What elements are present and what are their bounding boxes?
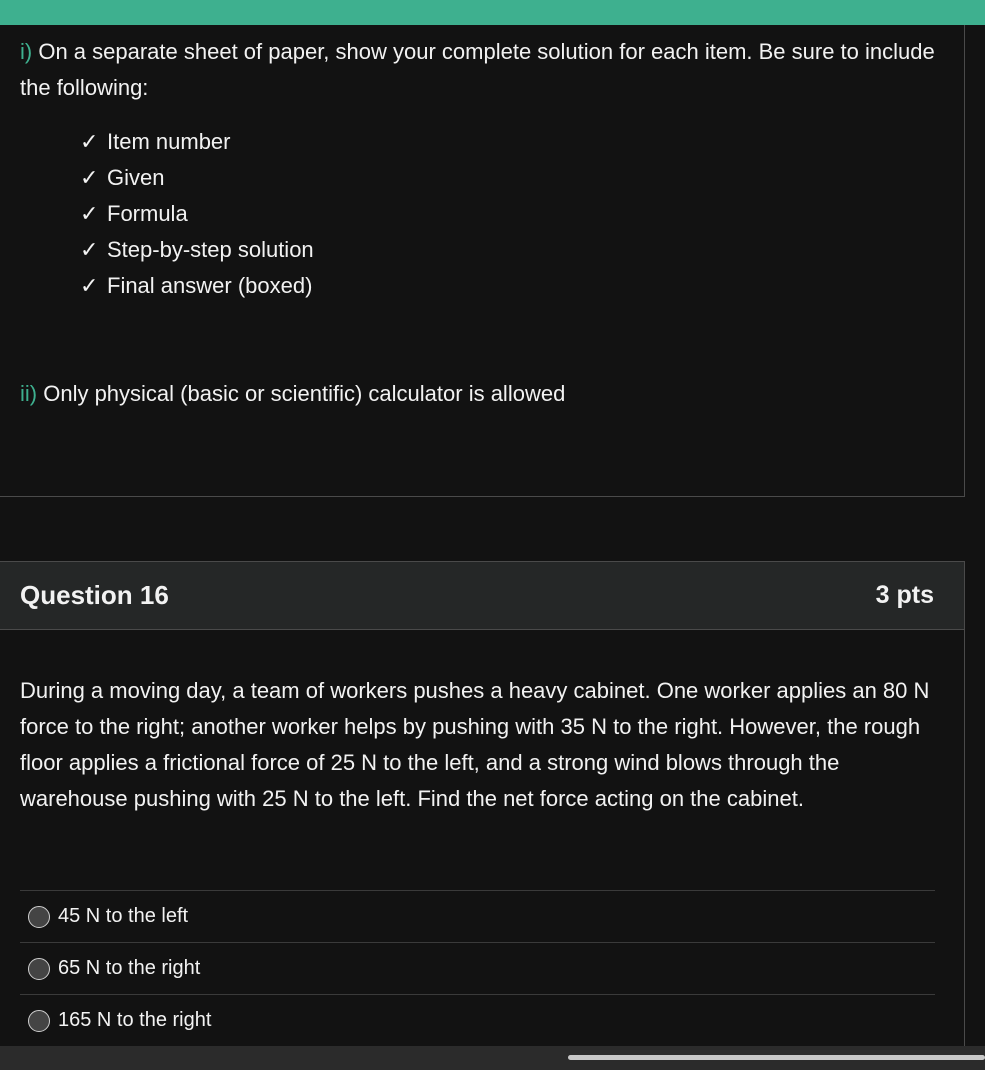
checklist-item-label: Item number [107, 129, 231, 154]
answer-option[interactable] [20, 890, 935, 942]
requirements-checklist [80, 124, 314, 304]
answer-options [20, 890, 935, 1047]
question-body [0, 630, 965, 1046]
instruction-item-1-marker: i) [20, 39, 33, 64]
radio-button[interactable] [28, 958, 50, 980]
instruction-item-1-text: On a separate sheet of paper, show your complete solution for each item. Be sure to include the following: [20, 39, 935, 100]
checklist-item-label: Given [107, 165, 165, 190]
radio-button[interactable] [28, 906, 50, 928]
checklist-item [80, 268, 314, 304]
checklist-item-label: Final answer (boxed) [107, 273, 313, 298]
checklist-item [80, 196, 314, 232]
checklist-item [80, 232, 314, 268]
question-text: During a moving day, a team of workers pushes a heavy cabinet. One worker applies an 80 N force to the right; another worker helps by pushing with 35 N to the right. However, the rough floor applies a frictional force of 25 N to the left, and a strong wind blows through the warehouse pushing with 25 N to the left. Find the net force acting on the cabinet. [20, 678, 930, 811]
answer-option[interactable] [20, 942, 935, 994]
answer-label[interactable]: 45 N to the left [58, 905, 189, 927]
checklist-item-label: Step-by-step solution [107, 237, 314, 262]
check-icon: ✓ [80, 129, 99, 154]
instruction-item-1 [20, 34, 940, 106]
top-accent-bar [0, 0, 985, 25]
radio-button[interactable] [28, 1010, 50, 1032]
answer-label[interactable]: 65 N to the right [58, 957, 201, 979]
answer-label[interactable]: 165 N to the right [58, 1009, 212, 1031]
check-icon: ✓ [80, 201, 99, 226]
instruction-item-2 [20, 376, 940, 412]
check-icon: ✓ [80, 273, 99, 298]
bottom-bar [0, 1046, 985, 1070]
check-icon: ✓ [80, 237, 99, 262]
question-header [0, 561, 965, 630]
instruction-item-2-text: Only physical (basic or scientific) calculator is allowed [37, 381, 566, 406]
horizontal-scrollbar[interactable] [568, 1055, 985, 1060]
instructions-panel [0, 25, 965, 497]
check-icon: ✓ [80, 165, 99, 190]
checklist-item-label: Formula [107, 201, 188, 226]
question-title: Question 16 [20, 580, 169, 610]
checklist-item [80, 124, 314, 160]
checklist-item [80, 160, 314, 196]
question-points: 3 pts [875, 581, 934, 609]
instruction-item-2-marker: ii) [20, 381, 38, 406]
answer-option[interactable] [20, 994, 935, 1047]
